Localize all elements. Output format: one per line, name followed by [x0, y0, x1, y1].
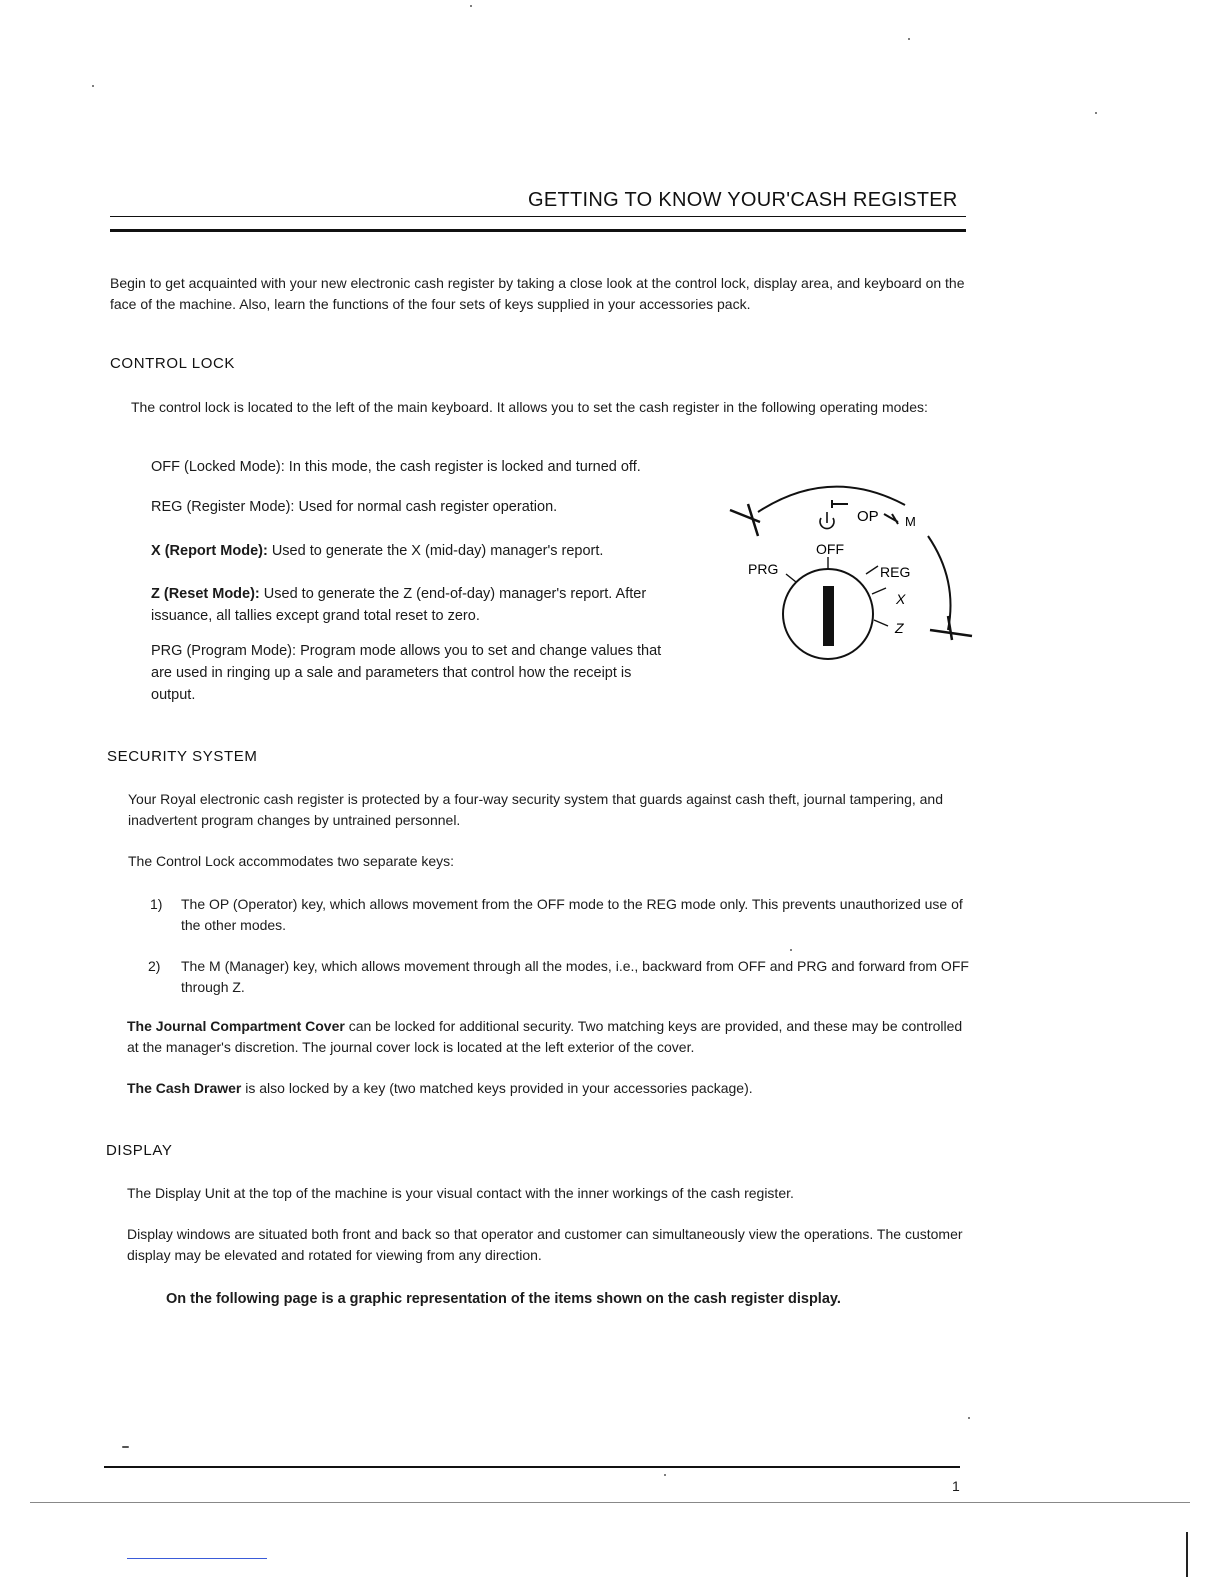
page-number: 1: [952, 1478, 960, 1494]
mode-desc: Used for normal cash register operation.: [298, 499, 558, 515]
journal-paragraph: [127, 1016, 972, 1058]
rest: at the top of the machine is your visual contact with the inner workings of the cash register.: [233, 1185, 794, 1201]
term: The Control Lock: [128, 853, 235, 869]
list-number-2: 2): [148, 958, 161, 974]
label-m: M: [905, 514, 916, 529]
mode-term: Z (Reset Mode):: [151, 586, 260, 602]
page-title: GETTING TO KNOW YOUR'CASH REGISTER: [528, 189, 958, 211]
footer-rule: [104, 1466, 960, 1468]
term: The Journal Compartment Cover: [127, 1018, 345, 1034]
header-rule-top: [110, 216, 966, 217]
lead: The OP (Operator) key,: [181, 896, 326, 912]
display-unit-paragraph: [127, 1183, 972, 1204]
mode-desc: Program mode allows you to set and change values that are used in ringing up a sale and parameters that control how the receipt is output.: [151, 643, 662, 703]
key-m-item: [181, 956, 971, 998]
label-reg: REG: [880, 564, 911, 580]
display-windows-paragraph: Display windows are situated both front and back so that operator and customer can simultaneously view the operations. The customer display may be elevated and rotated for viewing from any direction.: [127, 1226, 963, 1263]
lead: The M (Manager) key,: [181, 958, 318, 974]
forward-arrow-arc: [928, 536, 951, 630]
rest: is also locked by a key (two matched keys provided in your accessories package).: [245, 1080, 753, 1096]
rest: can be locked for additional security. Two matching keys are provided, and these may be controlled at the manager's discretion. The journal cover lock is located at the left exterior of the cover.: [127, 1018, 963, 1055]
mode-x: [151, 540, 691, 562]
label-off: OFF: [816, 541, 844, 557]
label-z: Z: [895, 620, 904, 636]
section-heading-display: DISPLAY: [106, 1142, 173, 1159]
list-number-1: 1): [150, 896, 163, 912]
mode-off: [151, 456, 731, 478]
control-lock-keys-line: [128, 851, 828, 872]
scan-speck: [908, 38, 910, 40]
drawer-paragraph: [127, 1078, 972, 1099]
mode-term: X (Report Mode):: [151, 543, 268, 559]
control-lock-intro: The control lock is located to the left of the main keyboard. It allows you to set the cash register in the following operating modes:: [131, 399, 928, 415]
mode-z: [151, 583, 671, 627]
rest: accommodates two separate keys:: [238, 853, 455, 869]
scan-edge-line: [30, 1502, 1190, 1503]
section-heading-security: SECURITY SYSTEM: [107, 748, 258, 765]
mode-reg: [151, 496, 691, 518]
mode-prg: [151, 640, 671, 706]
scan-link-line: [127, 1558, 267, 1559]
key-slot: [823, 586, 834, 646]
backward-arrow-arc: [758, 487, 905, 512]
scan-speck: [790, 949, 792, 951]
term: The Cash Drawer: [127, 1080, 242, 1096]
m-key-marker-icon: [884, 514, 898, 524]
scan-speck: [664, 1474, 666, 1476]
section-heading-control-lock: CONTROL LOCK: [110, 355, 235, 372]
header-rule-bottom: [110, 229, 966, 232]
security-intro: Your Royal electronic cash register is protected by a four-way security system that guards against cash theft, journal tampering, and inadvertent program changes by untrained personnel.: [128, 791, 944, 828]
backward-arrow-head-icon: [730, 504, 760, 536]
label-prg: PRG: [748, 561, 779, 577]
power-icon: [820, 512, 834, 529]
text: which allows movement from the OFF mode to the REG mode only. This prevents unauthorized use of the other modes.: [181, 896, 963, 933]
label-op: OP: [857, 508, 879, 525]
scan-speck: [92, 85, 94, 87]
mode-term: REG (Register Mode):: [151, 499, 295, 515]
scan-speck: [122, 1446, 129, 1448]
mode-term: PRG (Program Mode):: [151, 643, 297, 659]
intro-paragraph: Begin to get acquainted with your new electronic cash register by taking a close look at the control lock, display area, and keyboard on the face of the machine. Also, learn the functions of the four sets of keys supplied in your accessories pack.: [110, 275, 965, 312]
mode-term: OFF (Locked Mode):: [151, 459, 285, 475]
control-lock-diagram: [720, 470, 990, 680]
label-x: X: [896, 591, 906, 607]
text: which allows movement through all the modes, i.e., backward from OFF and PRG and forward from OFF through Z.: [181, 958, 969, 995]
forward-arrow-head-icon: [930, 616, 972, 640]
following-page-note: On the following page is a graphic representation of the items shown on the cash register display.: [166, 1291, 841, 1307]
scan-speck: [968, 1417, 970, 1419]
scan-corner-line: [1186, 1532, 1188, 1577]
mode-desc: In this mode, the cash register is locked and turned off.: [288, 459, 641, 475]
mode-desc: Used to generate the X (mid-day) manager's report.: [271, 543, 604, 559]
mode-desc: Used to generate the Z (end-of-day) manager's report. After issuance, all tallies except grand total reset to zero.: [151, 586, 647, 624]
key-op-item: [181, 894, 971, 936]
scan-speck: [470, 5, 472, 7]
term: The Display Unit: [127, 1185, 230, 1201]
op-key-marker-icon: [832, 500, 848, 508]
scan-speck: [1095, 112, 1097, 114]
